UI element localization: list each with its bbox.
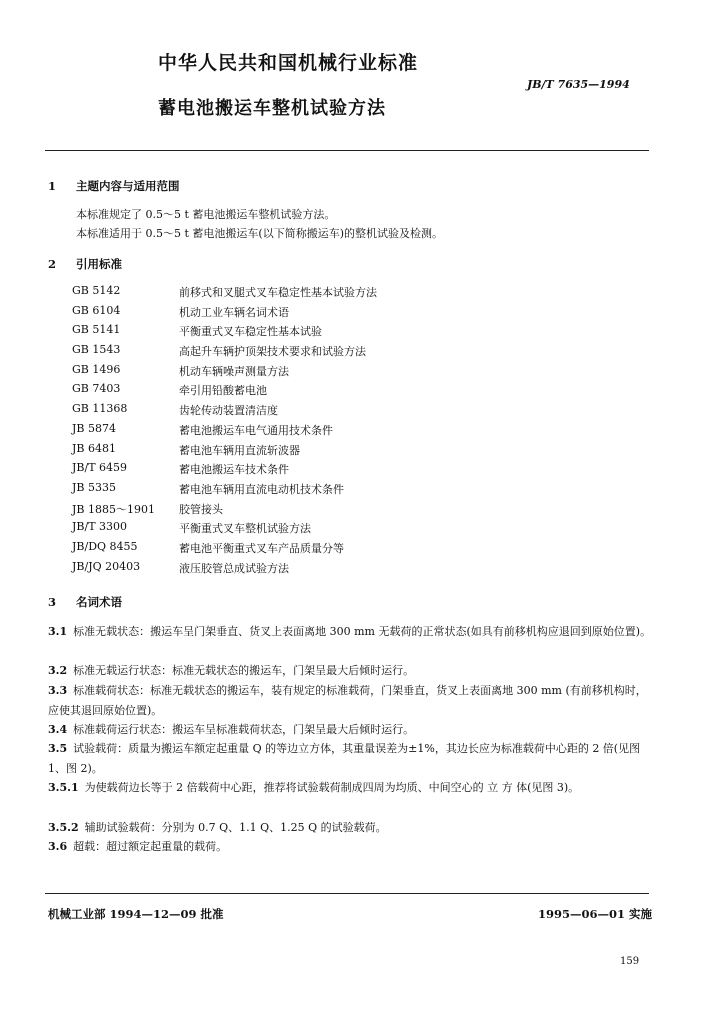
clause-3-2 <box>48 661 654 681</box>
reference-title: 蓄电池车辆用直流斩波器 <box>179 443 300 457</box>
reference-code: GB 6104 <box>72 303 121 317</box>
clause-text: 标准载荷状态：标准无载状态的搬运车，装有规定的标准载荷，门架垂直，货叉上表面离地 300 mm (有前移机构时，应使其退回原始位置)。 <box>48 684 647 717</box>
clause-text: 为使载荷边长等于 2 倍载荷中心距，推荐将试验载荷制成四周为均质、中间空心的 立 方 体(见图 3)。 <box>84 781 580 794</box>
reference-title: 蓄电池车辆用直流电动机技术条件 <box>179 482 344 496</box>
clause-number: 3.5 <box>48 742 68 755</box>
reference-code: JB 5874 <box>72 421 116 435</box>
clause-number: 3.5.1 <box>48 781 79 794</box>
reference-title: 蓄电池搬运车电气通用技术条件 <box>179 423 333 437</box>
reference-title: 牵引用铅酸蓄电池 <box>179 384 267 398</box>
section-1-heading <box>48 178 180 194</box>
reference-row <box>72 323 377 343</box>
reference-title: 机动工业车辆名词术语 <box>179 305 289 319</box>
section-title: 主题内容与适用范围 <box>76 179 180 193</box>
reference-title: 高起升车辆护顶架技术要求和试验方法 <box>179 345 366 359</box>
section-title: 引用标准 <box>76 257 122 271</box>
page-number: 159 <box>620 956 640 967</box>
clause-text: 标准无载状态：搬运车呈门架垂直、货叉上表面离地 300 mm 无载荷的正常状态(如具有前移机构应退回到原始位置)。 <box>73 625 652 638</box>
header-divider <box>45 150 649 151</box>
reference-row <box>72 520 377 540</box>
reference-row <box>72 363 377 383</box>
reference-code: JB/JQ 20403 <box>72 559 141 573</box>
reference-code: GB 5142 <box>72 284 121 297</box>
reference-row <box>72 402 377 422</box>
clause-3-3 <box>48 681 654 720</box>
effective-date: 1995—06—01 实施 <box>538 907 653 921</box>
reference-list <box>72 284 377 579</box>
clause-number: 3.4 <box>48 723 68 736</box>
reference-row <box>72 540 377 560</box>
reference-code: GB 1543 <box>72 343 121 357</box>
clause-text: 标准无载运行状态：标准无载状态的搬运车，门架呈最大后倾时运行。 <box>73 664 415 677</box>
section-number: 3 <box>48 595 57 609</box>
org-line: 中华人民共和国机械行业标准 <box>158 52 419 74</box>
reference-code: JB/T 6459 <box>72 461 128 475</box>
clause-3-6 <box>48 837 654 857</box>
reference-code: GB 11368 <box>72 402 128 416</box>
reference-title: 前移式和叉腿式叉车稳定性基本试验方法 <box>179 286 377 299</box>
reference-title: 机动车辆噪声测量方法 <box>179 364 289 378</box>
reference-row <box>72 422 377 442</box>
reference-row <box>72 382 377 402</box>
reference-title: 蓄电池平衡重式叉车产品质量分等 <box>179 541 344 555</box>
section-title: 名词术语 <box>76 595 122 609</box>
reference-code: GB 5141 <box>72 323 121 337</box>
reference-row <box>72 481 377 501</box>
reference-code: JB 1885～1901 <box>72 502 155 516</box>
reference-code: JB/T 3300 <box>72 520 128 534</box>
clause-3-5 <box>48 739 654 778</box>
document-title: 蓄电池搬运车整机试验方法 <box>158 98 386 119</box>
footer-divider <box>45 893 649 894</box>
section-3-heading <box>48 594 122 610</box>
clause-number: 3.6 <box>48 840 68 853</box>
reference-title: 平衡重式叉车稳定性基本试验 <box>179 325 322 339</box>
clause-number: 3.2 <box>48 664 68 677</box>
clause-3-5-2 <box>48 818 654 838</box>
clause-number: 3.5.2 <box>48 821 79 834</box>
reference-code: JB 5335 <box>72 480 116 494</box>
document-number: JB/T 7635—1994 <box>527 78 630 91</box>
reference-row <box>72 343 377 363</box>
clause-3-5-1 <box>48 778 654 798</box>
section-number: 1 <box>48 179 57 193</box>
clause-3-4 <box>48 720 654 740</box>
paragraph: 本标准规定了 0.5～5 t 蓄电池搬运车整机试验方法。 <box>76 208 336 221</box>
clause-text: 超载：超过额定起重量的载荷。 <box>73 840 228 853</box>
reference-title: 液压胶管总成试验方法 <box>179 561 289 575</box>
clause-number: 3.1 <box>48 625 68 638</box>
reference-row <box>72 461 377 481</box>
reference-code: JB/DQ 8455 <box>72 539 138 553</box>
reference-row <box>72 442 377 462</box>
reference-row <box>72 501 377 521</box>
paragraph: 本标准适用于 0.5～5 t 蓄电池搬运车(以下简称搬运车)的整机试验及检测。 <box>76 227 443 240</box>
reference-title: 齿轮传动装置清洁度 <box>179 404 278 418</box>
approval-date: 机械工业部 1994—12—09 批准 <box>48 907 224 921</box>
clause-text: 标准载荷运行状态：搬运车呈标准载荷状态，门架呈最大后倾时运行。 <box>73 723 415 736</box>
section-2-heading <box>48 256 122 272</box>
clause-text: 辅助试验载荷：分别为 0.7 Q、1.1 Q、1.25 Q 的试验载荷。 <box>84 821 387 834</box>
reference-row <box>72 284 377 304</box>
reference-row <box>72 304 377 324</box>
section-number: 2 <box>48 257 57 271</box>
reference-title: 平衡重式叉车整机试验方法 <box>179 522 311 536</box>
reference-row <box>72 560 377 580</box>
reference-title: 胶管接头 <box>179 502 223 516</box>
reference-title: 蓄电池搬运车技术条件 <box>179 463 289 477</box>
reference-code: GB 7403 <box>72 382 121 396</box>
clause-text: 试验载荷：质量为搬运车额定起重量 Q 的等边立方体，其重量误差为±1%，其边长应为标准载荷中心距的 2 倍(见图 1、图 2)。 <box>48 742 641 775</box>
reference-code: JB 6481 <box>72 441 116 455</box>
clause-3-1 <box>48 622 654 642</box>
reference-code: GB 1496 <box>72 362 121 376</box>
clause-number: 3.3 <box>48 684 68 697</box>
